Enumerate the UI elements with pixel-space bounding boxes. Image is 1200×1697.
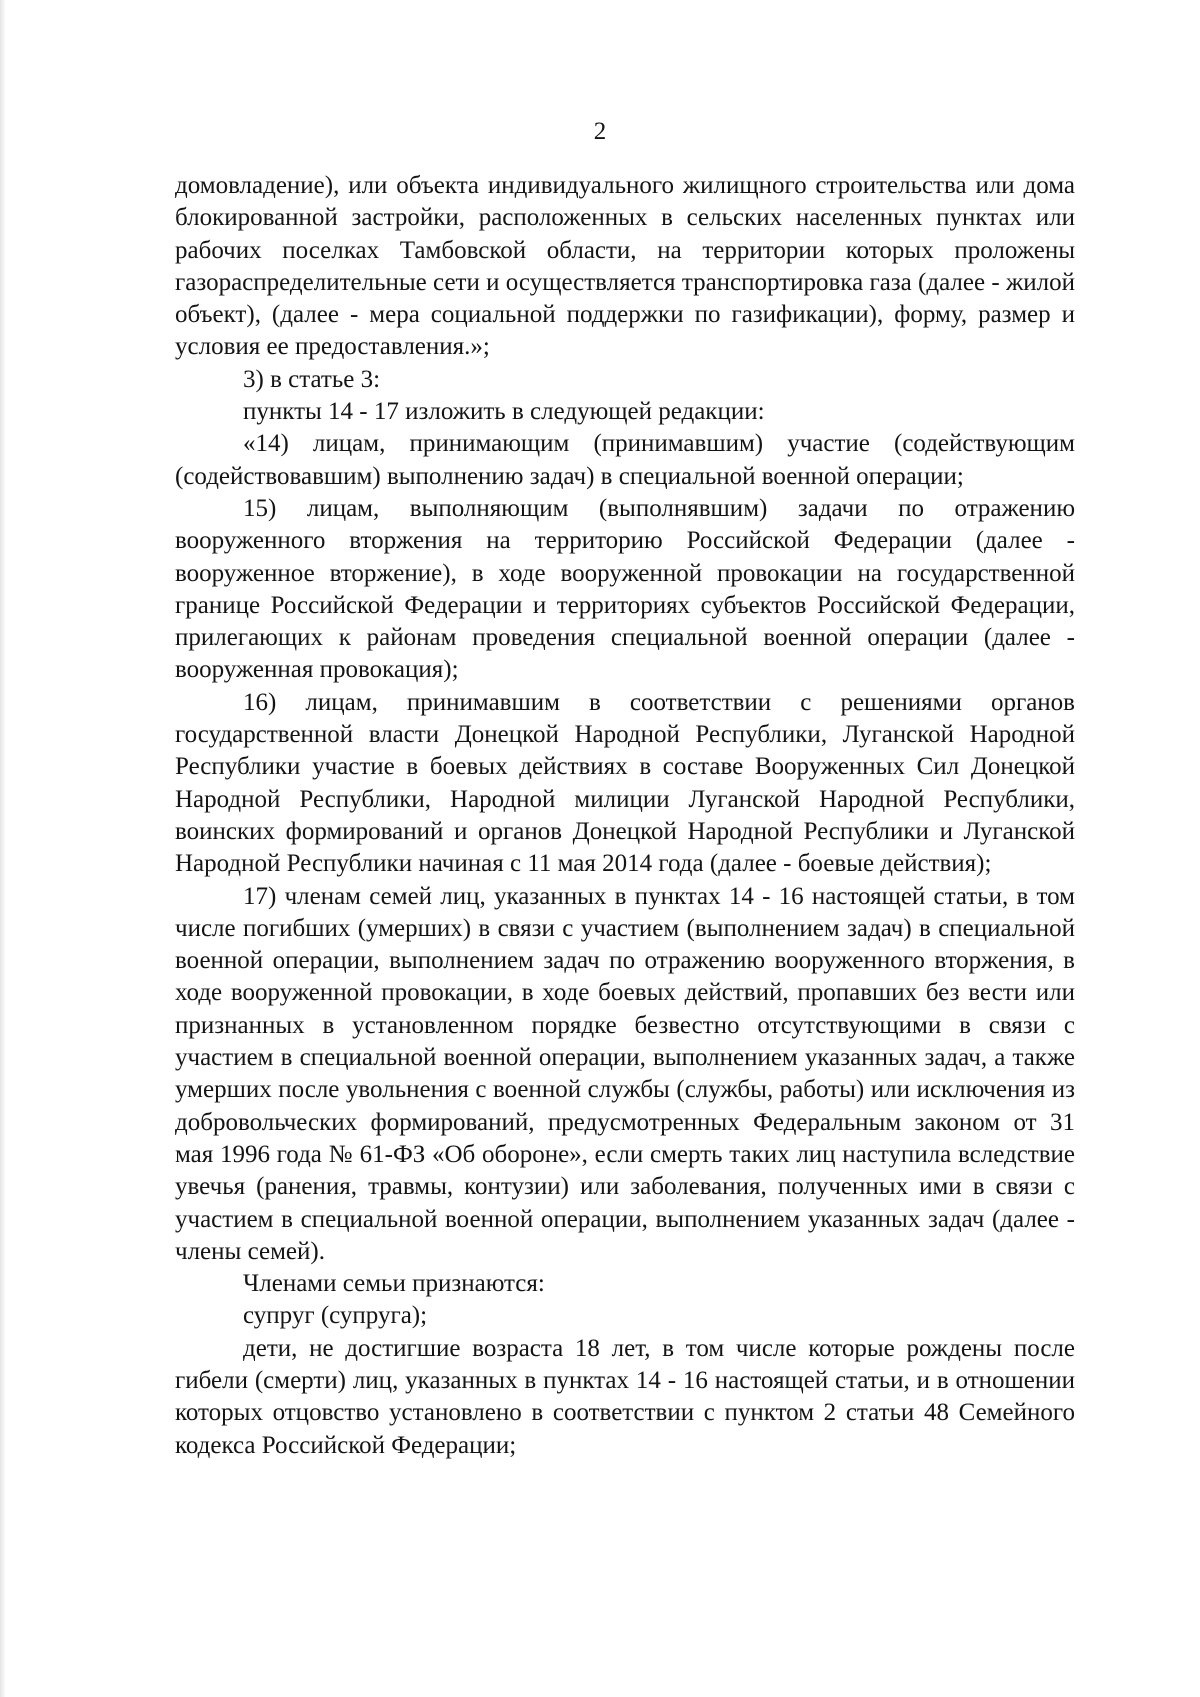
paragraph-item-15: 15) лицам, выполняющим (выполнявшим) задачи по отражению вооруженного вторжения на территорию Российской Федерации (далее - вооруженное вторжение), в ходе вооруженной провокации на государственной границе Российской Федерации и территориях субъектов Российской Федерации, прилегающих к районам проведения специальной военной операции (далее - вооруженная провокация);: [175, 494, 1075, 684]
paragraph-item-14: «14) лицам, принимающим (принимавшим) участие (содействующим (содействовавшим) выполнению задач) в специальной военной операции;: [175, 430, 1075, 490]
paragraph-spouse: супруг (супруга);: [243, 1302, 428, 1330]
paragraph-continuation: домовладение), или объекта индивидуального жилищного строительства или дома блокированной застройки, расположенных в сельских населенных пунктах или рабочих поселках Тамбовской области, на территории которых проложены газораспределительные сети и осуществляется транспортировка газа (далее - жилой объект), (далее - мера социальной поддержки по газификации), форму, размер и условия ее предоставления.»;: [175, 172, 1075, 361]
paragraph-children: дети, не достигшие возраста 18 лет, в том числе которые рождены после гибели (смерти) лиц, указанных в пунктах 14 - 16 настоящей статьи, и в отношении которых отцовство установлено в соответствии с пунктом 2 статьи 48 Семейного кодекса Российской Федерации;: [175, 1334, 1075, 1459]
scan-edge-shadow: [0, 0, 6, 1697]
paragraph-family-members: Членами семьи признаются:: [243, 1270, 545, 1298]
paragraph-item-16: 16) лицам, принимавшим в соответствии с решениями органов государственной власти Донецкой Народной Республики, Луганской Народной Республики участие в боевых действиях в составе Вооруженных Сил Донецкой Народной Республики, Народной милиции Луганской Народной Республики, воинских формирований и органов Донецкой Народной Республики и Луганской Народной Республики начиная с 11 мая 2014 года (далее - боевые действия);: [175, 688, 1075, 878]
document-body: [175, 170, 1075, 1462]
paragraph-items-14-17: пункты 14 - 17 изложить в следующей редакции:: [243, 398, 765, 426]
page-number: 2: [593, 118, 607, 145]
paragraph-item-17: 17) членам семей лиц, указанных в пунктах 14 - 16 настоящей статьи, в том числе погибших (умерших) в связи с участием (выполнением задач) в специальной военной операции, выполнением задач по отражению вооруженного вторжения, в ходе вооруженной провокации, в ходе боевых действий, пропавших без вести или признанных в установленном порядке безвестно отсутствующими в связи с участием в специальной военной операции, выполнением указанных задач, а также умерших после увольнения с военной службы (службы, работы) или исключения из добровольческих формирований, предусмотренных Федеральным законом от 31 мая 1996 года № 61-ФЗ «Об обороне», если смерть таких лиц наступила вследствие увечья (ранения, травмы, контузии) или заболевания, полученных ими в связи с участием в специальной военной операции, выполнением указанных задач (далее - члены семей).: [175, 882, 1075, 1265]
paragraph-article-3: 3) в статье 3:: [243, 365, 381, 393]
